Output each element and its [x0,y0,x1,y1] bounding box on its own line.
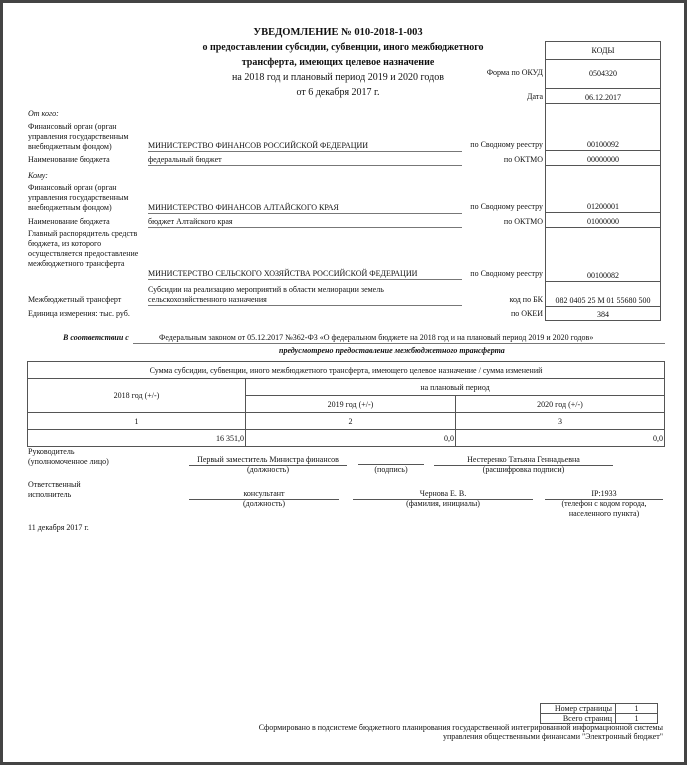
from-fin-body-value: МИНИСТЕРСТВО ФИНАНСОВ РОССИЙСКОЙ ФЕДЕРАЦИИ [148,141,462,152]
transfer-label: Межбюджетный трансферт [28,295,122,304]
head-label-line2: (уполномоченное лицо) [28,457,109,466]
from-registry-label: по Сводному реестру [470,140,543,149]
from-fin-body-label: Финансовый орган (орган управления государственным внебюджетным фондом) [28,122,129,151]
from-oktmo-label: по ОКТМО [503,155,543,164]
exec-label-line2: исполнитель [28,490,72,499]
okei-code: 384 [545,306,661,321]
from-heading: От кого: [28,109,59,118]
amounts-table [27,361,665,447]
from-oktmo-code: 00000000 [545,150,661,166]
to-fin-body-value: МИНИСТЕРСТВО ФИНАНСОВ АЛТАЙСКОГО КРАЯ [148,203,462,214]
to-fin-body-label: Финансовый орган (орган управления государственным внебюджетным фондом) [28,183,129,212]
document-subtitle-1: о предоставлении субсидии, субвенции, иного межбюджетного [202,42,484,53]
exec-phone-caption-line2: населенного пункта) [568,509,640,518]
to-oktmo-code: 01000000 [545,212,661,228]
document-subtitle-2: трансферта, имеющих целевое назначение [241,57,435,68]
document-date: от 6 декабря 2017 г. [296,87,380,98]
head-signature-line [358,455,424,465]
head-name-caption: (расшифровка подписи) [482,465,565,474]
exec-position-caption: (должность) [243,499,285,508]
col-2019-header: 2019 год (+/-) [246,396,456,413]
total-pages-label: Всего страниц [541,714,616,724]
amount-2020: 0,0 [456,430,665,447]
generated-note-line2: управления общественными финансами "Электронный бюджет" [442,732,663,741]
exec-label-line1: Ответственный [28,480,81,489]
okud-code: 0504320 [545,59,661,89]
date-label: Дата [527,92,543,101]
from-budget-value: федеральный бюджет [148,155,462,166]
col-2020-header: 2020 год (+/-) [456,396,665,413]
head-position-caption: (должность) [247,465,289,474]
okei-label: по ОКЕИ [510,309,543,318]
grbs-registry-code: 00100082 [545,227,661,282]
amount-2018: 16 351,0 [28,430,246,447]
page-info-table [540,703,658,724]
basis-law: Федеральным законом от 05.12.2017 №362-ФЗ «О федеральном бюджете на 2018 год и на плановый период 2019 и 2020 годов» [133,333,665,344]
from-registry-code: 00100092 [545,103,661,151]
amount-2019: 0,0 [246,430,456,447]
col-2018-header: 2018 год (+/-) [28,379,246,413]
to-budget-label: Наименование бюджета [28,217,110,226]
head-position: Первый заместитель Министра финансов [189,455,347,466]
to-budget-value: бюджет Алтайского края [148,217,462,228]
exec-name: Чернова Е. В. [353,489,533,500]
grbs-label: Главный распорядитель средств бюджета, из которого осуществляется предоставление межбюджетного трансферта [28,229,139,268]
exec-name-caption: (фамилия, инициалы) [406,499,480,508]
to-registry-code: 01200001 [545,165,661,213]
page-number-value: 1 [616,704,658,714]
sign-date: 11 декабря 2017 г. [28,523,89,532]
document-page [3,3,684,762]
grbs-value: МИНИСТЕРСТВО СЕЛЬСКОГО ХОЗЯЙСТВА РОССИЙСКОЙ ФЕДЕРАЦИИ [148,269,462,280]
transfer-value-line1: Субсидии на реализацию мероприятий в области мелиорации земель [148,285,384,294]
transfer-value-line2: сельскохозяйственного назначения [148,295,462,306]
to-heading: Кому: [28,171,48,180]
codes-header: КОДЫ [545,41,661,60]
amounts-caption: Сумма субсидии, субвенции, иного межбюджетного трансферта, имеющего целевое назначение / сумма изменений [28,362,665,379]
to-registry-label: по Сводному реестру [470,202,543,211]
basis-prefix: В соответствии с [63,333,129,342]
from-budget-label: Наименование бюджета [28,155,110,164]
basis-suffix: предусмотрено предоставление межбюджетного трансферта [279,346,505,355]
head-label-line1: Руководитель [28,447,75,456]
document-period: на 2018 год и плановый период 2019 и 2020 годов [232,72,444,83]
col-number-1: 1 [28,413,246,430]
head-signature-caption: (подпись) [374,465,408,474]
exec-phone-caption-line1: (телефон с кодом города, [561,499,647,508]
col-number-3: 3 [456,413,665,430]
exec-phone: IP:1933 [545,489,663,500]
exec-position: консультант [189,489,339,500]
to-oktmo-label: по ОКТМО [503,217,543,226]
head-name: Нестеренко Татьяна Геннадьевна [434,455,613,466]
planned-period-header: на плановый период [246,379,665,396]
bk-code: 082 0405 25 М 01 55680 500 [545,281,661,307]
page-number-label: Номер страницы [541,704,616,714]
document-title: УВЕДОМЛЕНИЕ № 010-2018-1-003 [253,27,423,38]
bk-label: код по БК [509,295,543,304]
unit-label: Единица измерения: тыс. руб. [28,309,130,318]
total-pages-value: 1 [616,714,658,724]
generated-note-line1: Сформировано в подсистеме бюджетного планирования государственной интегрированной информационной системы [258,723,663,732]
okud-label: Форма по ОКУД [486,68,543,77]
grbs-registry-label: по Сводному реестру [470,269,543,278]
date-code: 06.12.2017 [545,88,661,104]
col-number-2: 2 [246,413,456,430]
